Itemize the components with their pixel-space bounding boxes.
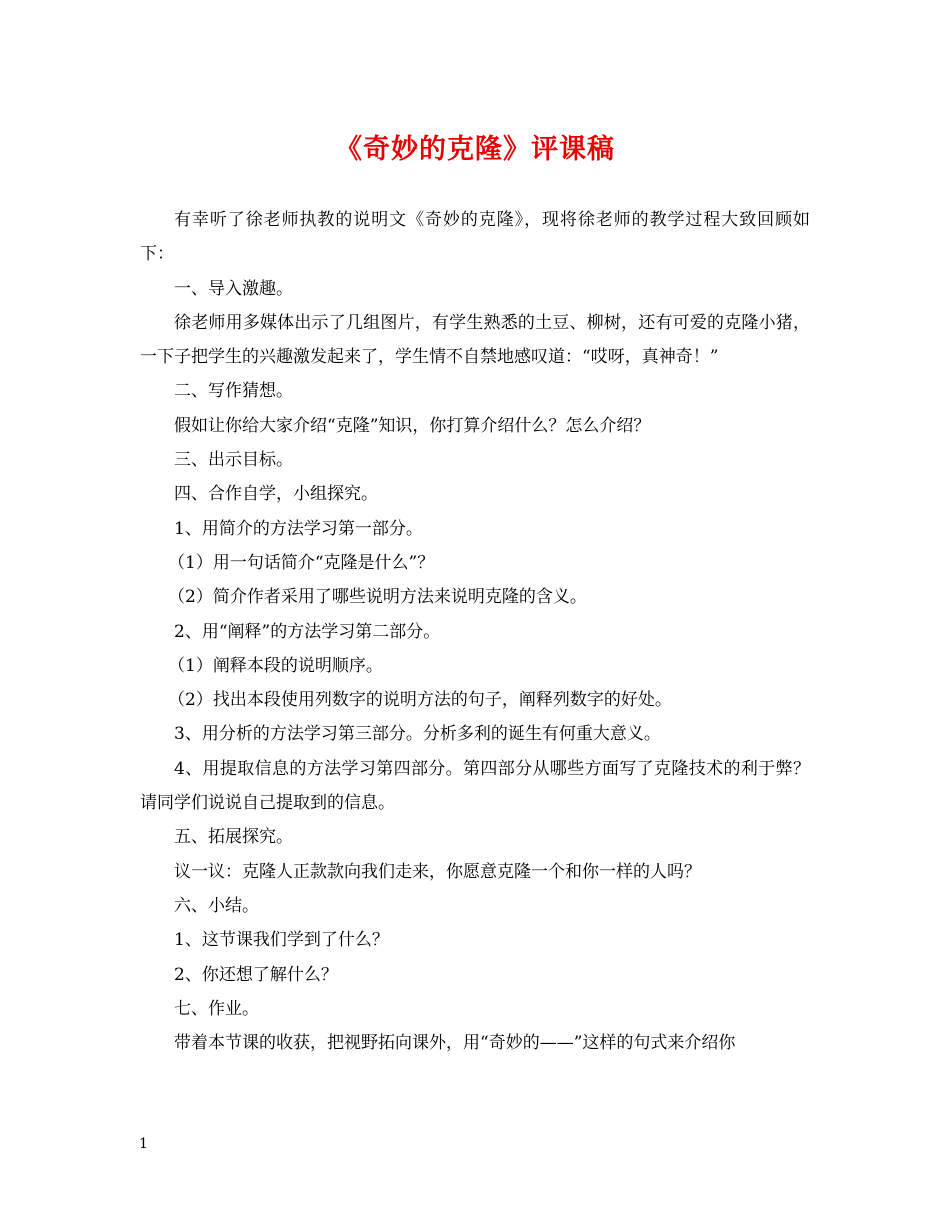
paragraph-intro: 有幸听了徐老师执教的说明文《奇妙的克隆》，现将徐老师的教学过程大致回顾如下： — [140, 210, 810, 265]
document-title: 《奇妙的克隆》评课稿 — [335, 134, 615, 165]
list-item-6-1: 1、这节课我们学到了什么？ — [174, 930, 389, 951]
list-item-6-2: 2、你还想了解什么？ — [174, 964, 338, 985]
paragraph-section-5: 议一议：克隆人正款款向我们走来，你愿意克隆一个和你一样的人吗？ — [174, 861, 701, 882]
section-heading-4: 四、合作自学，小组探究。 — [174, 484, 378, 505]
paragraph-section-1: 徐老师用多媒体出示了几组图片，有学生熟悉的土豆、柳树，还有可爱的克隆小猪，一下子把学生的兴趣激发起来了，学生情不自禁地感叹道：“哎呀，真神奇！” — [140, 312, 810, 368]
list-subitem-4-1-2: （2）简介作者采用了哪些说明方法来说明克隆的含义。 — [168, 587, 587, 608]
section-heading-1: 一、导入激趣。 — [174, 278, 293, 299]
section-heading-2: 二、写作猜想。 — [174, 381, 293, 402]
section-heading-6: 六、小结。 — [174, 895, 259, 916]
list-item-4-1: 1、用简介的方法学习第一部分。 — [174, 518, 423, 539]
section-heading-7: 七、作业。 — [174, 998, 259, 1019]
list-subitem-4-1-1: （1）用一句话简介“克隆是什么”？ — [168, 552, 435, 573]
list-item-4-4: 4、用提取信息的方法学习第四部分。第四部分从哪些方面写了克隆技术的利于弊？请同学们说说自己提取到的信息。 — [140, 758, 810, 814]
document-body — [140, 203, 810, 1060]
list-item-4-2: 2、用“阐释”的方法学习第二部分。 — [174, 621, 441, 642]
list-subitem-4-2-1: （1）阐释本段的说明顺序。 — [168, 655, 383, 676]
section-heading-5: 五、拓展探究。 — [174, 827, 293, 848]
section-heading-3: 三、出示目标。 — [174, 450, 293, 471]
page-number: 1 — [139, 1136, 148, 1152]
paragraph-section-7: 带着本节课的收获，把视野拓向课外，用“奇妙的——”这样的句式来介绍你 — [174, 1033, 736, 1054]
paragraph-section-2: 假如让你给大家介绍“克隆”知识，你打算介绍什么？怎么介绍？ — [174, 415, 651, 436]
list-subitem-4-2-2: （2）找出本段使用列数字的说明方法的句子，阐释列数字的好处。 — [168, 690, 672, 711]
list-item-4-3: 3、用分析的方法学习第三部分。分析多利的诞生有何重大意义。 — [174, 724, 661, 745]
